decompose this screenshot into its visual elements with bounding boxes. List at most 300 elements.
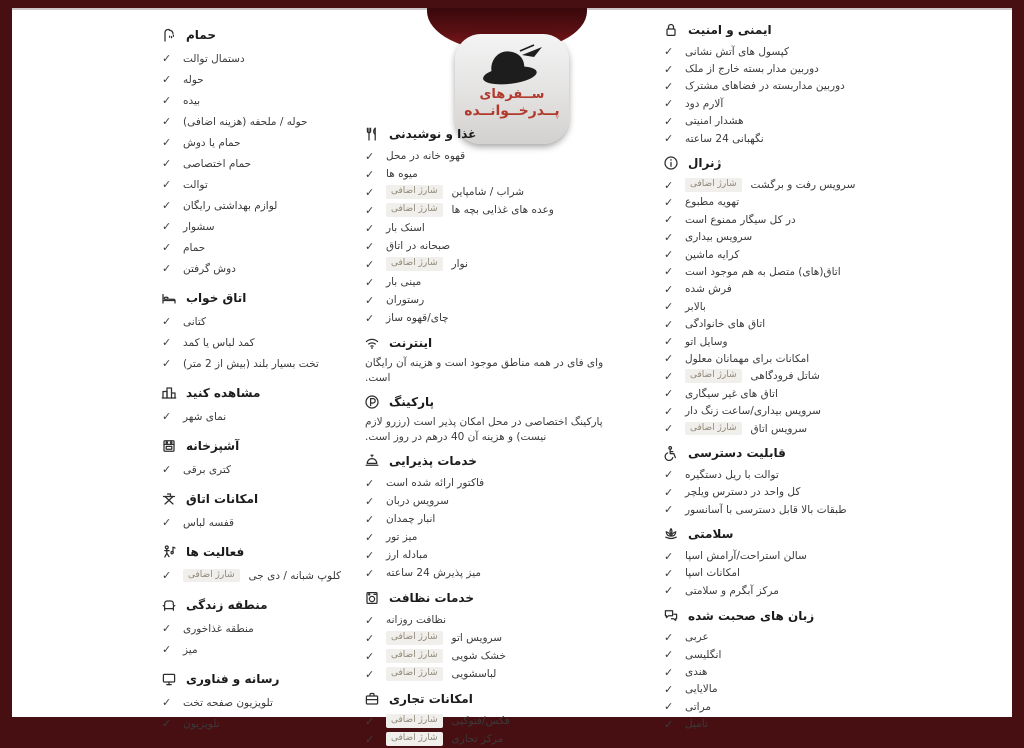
section-nightlife	[160, 542, 372, 586]
facility-label: سرویس بیداری/ساعت زنگ دار	[685, 405, 821, 418]
facility-row	[160, 153, 372, 174]
facility-label: لباسشویی	[451, 668, 497, 680]
section-header	[160, 25, 372, 45]
check-icon: ✓	[365, 566, 375, 580]
facility-row	[160, 353, 372, 374]
check-icon: ✓	[365, 613, 375, 627]
facility-row	[662, 402, 892, 419]
check-icon: ✓	[365, 649, 375, 663]
facility-label: سالن استراحت/آرامش اسپا	[685, 550, 807, 563]
facility-row	[662, 350, 892, 367]
facility-label: تامیل	[685, 718, 708, 731]
section-header	[662, 524, 892, 544]
extra-charge-badge: شارژ اضافی	[386, 203, 443, 217]
facility-row	[363, 255, 615, 273]
check-icon: ✓	[365, 494, 375, 508]
section-spa	[662, 524, 892, 599]
facility-label: میز پذیرش 24 ساعته	[386, 567, 482, 579]
facility-row	[662, 78, 892, 95]
check-icon: ✓	[664, 485, 674, 499]
facility-row	[363, 611, 615, 629]
facility-row	[160, 459, 372, 480]
sofa-icon	[160, 596, 178, 614]
facility-row	[363, 647, 615, 665]
check-icon: ✓	[664, 317, 674, 331]
section-sofa	[160, 595, 372, 660]
check-icon: ✓	[365, 311, 375, 325]
wifi-icon	[363, 334, 381, 352]
clothes-rack-icon	[160, 490, 178, 508]
section-title: امکانات تجاری	[389, 692, 473, 706]
facility-label: در کل سیگار ممنوع است	[685, 213, 796, 226]
facility-label: دوش گرفتن	[183, 262, 236, 275]
facility-row	[662, 281, 892, 298]
check-icon: ✓	[162, 220, 172, 233]
nightlife-icon	[160, 543, 178, 561]
facility-label: رستوران	[386, 294, 425, 306]
facility-row	[363, 712, 615, 730]
section-title: اتاق خواب	[186, 291, 247, 305]
facility-row	[662, 130, 892, 147]
facility-label: نگهبانی 24 ساعته	[685, 132, 764, 145]
facility-row	[662, 663, 892, 680]
facility-label: امکانات اسپا	[685, 567, 740, 580]
facility-row	[662, 698, 892, 715]
facility-row	[662, 211, 892, 228]
facility-label: میز	[183, 643, 198, 656]
facility-row	[662, 501, 892, 518]
facility-row	[363, 201, 615, 219]
logo-title	[464, 88, 559, 119]
facility-label: لوازم بهداشتی رایگان	[183, 199, 278, 212]
section-header	[662, 20, 892, 40]
facility-label: وسایل اتو	[685, 335, 728, 348]
facility-row	[160, 111, 372, 132]
tv-icon	[160, 670, 178, 688]
check-icon: ✓	[664, 230, 674, 244]
facility-label: صبحانه در اتاق	[386, 240, 451, 252]
facility-row	[160, 195, 372, 216]
check-icon: ✓	[664, 300, 674, 314]
facility-label: هشدار امنیتی	[685, 115, 744, 128]
facility-row	[662, 298, 892, 315]
section-header	[160, 383, 372, 403]
briefcase-icon	[363, 690, 381, 708]
facility-label: تهویه مطبوع	[685, 196, 740, 209]
check-icon: ✓	[365, 714, 375, 728]
spa-icon	[662, 525, 680, 543]
check-icon: ✓	[162, 262, 172, 275]
section-header	[363, 689, 615, 709]
facility-row	[160, 237, 372, 258]
extra-charge-badge: شارژ اضافی	[183, 569, 240, 583]
facility-row	[160, 406, 372, 427]
check-icon: ✓	[664, 584, 674, 598]
check-icon: ✓	[664, 45, 674, 59]
facility-row	[160, 311, 372, 332]
facility-row	[363, 564, 615, 582]
facility-label: اسنک بار	[386, 222, 425, 234]
check-icon: ✓	[664, 630, 674, 644]
facility-row	[363, 629, 615, 647]
facility-label: کتری برقی	[183, 463, 232, 476]
check-icon: ✓	[162, 178, 172, 191]
facility-row	[662, 646, 892, 663]
facility-label: اتاق(های) متصل به هم موجود است	[685, 265, 841, 278]
city-view-icon	[160, 384, 178, 402]
check-icon: ✓	[162, 115, 172, 128]
facility-row	[662, 681, 892, 698]
check-icon: ✓	[162, 717, 172, 730]
section-header	[363, 124, 615, 144]
facility-label: مالایایی	[685, 683, 718, 696]
check-icon: ✓	[664, 566, 674, 580]
facility-row	[363, 309, 615, 327]
section-parking	[363, 392, 615, 445]
section-header	[160, 489, 372, 509]
facility-row	[363, 291, 615, 309]
facility-label: خشک شویی	[451, 650, 507, 662]
section-header	[363, 333, 615, 353]
section-wheelchair	[662, 443, 892, 518]
section-title: حمام	[186, 28, 216, 42]
fork-knife-icon	[363, 125, 381, 143]
check-icon: ✓	[365, 667, 375, 681]
check-icon: ✓	[664, 132, 674, 146]
facility-label: کتانی	[183, 315, 207, 328]
page-frame	[12, 8, 1012, 746]
section-title: ایمنی و امنیت	[688, 23, 772, 37]
facility-row	[662, 333, 892, 350]
check-icon: ✓	[162, 622, 172, 635]
section-header	[363, 392, 615, 412]
check-icon: ✓	[664, 213, 674, 227]
check-icon: ✓	[162, 315, 172, 328]
check-icon: ✓	[664, 265, 674, 279]
facility-label: حمام	[183, 241, 206, 254]
facility-label: امکانات برای مهمانان معلول	[685, 352, 810, 365]
check-icon: ✓	[365, 149, 375, 163]
shower-icon	[160, 26, 178, 44]
facility-row	[662, 60, 892, 77]
check-icon: ✓	[365, 548, 375, 562]
check-icon: ✓	[664, 369, 674, 383]
logo-title-line1: ســفرهای	[479, 87, 545, 102]
facility-label: سرویس دربان	[386, 495, 449, 507]
section-city-view	[160, 383, 372, 427]
check-icon: ✓	[664, 468, 674, 482]
facility-row	[662, 629, 892, 646]
facility-label: کپسول های آتش نشانی	[685, 45, 789, 58]
facility-row	[662, 246, 892, 263]
check-icon: ✓	[365, 239, 375, 253]
facility-row	[363, 147, 615, 165]
check-icon: ✓	[162, 463, 172, 476]
facility-label: چای/قهوه ساز	[386, 312, 449, 324]
info-icon	[662, 154, 680, 172]
section-title: منطقه زندگی	[186, 598, 268, 612]
washing-machine-icon	[363, 589, 381, 607]
check-icon: ✓	[664, 682, 674, 696]
facility-row	[662, 315, 892, 332]
section-note: پارکینگ اختصاصی در محل امکان پذیر است (رزرو لازم نیست) و هزینه آن 40 درهم در روز است.	[365, 416, 603, 443]
facility-label: طبقات بالا قابل دسترسی با آسانسور	[685, 503, 847, 516]
section-header	[160, 669, 372, 689]
facility-row	[662, 385, 892, 402]
check-icon: ✓	[162, 516, 172, 529]
facility-row	[363, 730, 615, 748]
facilities-column-right	[662, 14, 892, 733]
wheelchair-icon	[662, 444, 680, 462]
logo-title-line2: پــدرخــوانــده	[464, 102, 560, 119]
facility-row	[662, 194, 892, 211]
check-icon: ✓	[162, 696, 172, 709]
facility-label: بیده	[183, 94, 201, 107]
parking-icon	[363, 393, 381, 411]
section-header	[160, 436, 372, 456]
facility-row	[363, 474, 615, 492]
facility-label: حمام اختصاصی	[183, 157, 252, 170]
section-title: خدمات پذیرایی	[389, 454, 477, 468]
facility-label: انگلیسی	[685, 648, 722, 661]
section-kitchen	[160, 436, 372, 480]
facility-label: نوار	[451, 258, 468, 270]
facility-label: نظافت روزانه	[386, 614, 447, 626]
facilities-column-left	[160, 16, 372, 734]
check-icon: ✓	[365, 185, 375, 199]
facility-row	[662, 582, 892, 599]
facility-label: میوه ها	[386, 168, 418, 180]
check-icon: ✓	[162, 157, 172, 170]
check-icon: ✓	[664, 97, 674, 111]
check-icon: ✓	[664, 62, 674, 76]
facility-label: دوربین مداربسته در فضاهای مشترک	[685, 80, 845, 93]
facility-row	[662, 263, 892, 280]
facility-row	[662, 565, 892, 582]
section-header	[662, 606, 892, 626]
section-shower	[160, 25, 372, 279]
check-icon: ✓	[365, 293, 375, 307]
check-icon: ✓	[162, 136, 172, 149]
facility-label: کمد لباس یا کمد	[183, 336, 255, 349]
facility-label: مراتی	[685, 700, 712, 713]
check-icon: ✓	[162, 643, 172, 656]
facility-label: مرکز تجاری	[451, 733, 504, 745]
check-icon: ✓	[664, 404, 674, 418]
facility-label: میز تور	[386, 531, 418, 543]
check-icon: ✓	[664, 503, 674, 517]
check-icon: ✓	[162, 241, 172, 254]
facility-label: قفسه لباس	[183, 516, 235, 529]
facility-label: سرویس اتاق	[750, 422, 808, 435]
facility-row	[160, 565, 372, 586]
facility-row	[363, 665, 615, 683]
facility-label: مینی بار	[386, 276, 422, 288]
facility-row	[363, 546, 615, 564]
section-title: غذا و نوشیدنی	[389, 127, 477, 141]
facility-row	[363, 273, 615, 291]
facility-label: حوله / ملحفه (هزینه اضافی)	[183, 115, 308, 128]
section-header	[363, 588, 615, 608]
facility-label: کرایه ماشین	[685, 248, 740, 261]
check-icon: ✓	[162, 569, 172, 582]
section-header	[160, 595, 372, 615]
extra-charge-badge: شارژ اضافی	[386, 185, 443, 199]
section-header	[160, 288, 372, 308]
kitchen-icon	[160, 437, 178, 455]
facility-label: اتاق های غیر سیگاری	[685, 387, 778, 400]
facility-row	[160, 618, 372, 639]
facility-label: مرکز آبگرم و سلامتی	[685, 584, 779, 597]
facility-row	[363, 219, 615, 237]
facilities-column-middle	[363, 118, 615, 748]
check-icon: ✓	[664, 248, 674, 262]
section-header	[160, 542, 372, 562]
section-title: خدمات نظافت	[389, 591, 475, 605]
check-icon: ✓	[664, 114, 674, 128]
check-icon: ✓	[365, 512, 375, 526]
check-icon: ✓	[664, 387, 674, 401]
section-title: رسانه و فناوری	[186, 672, 280, 686]
extra-charge-badge: شارژ اضافی	[386, 667, 443, 681]
check-icon: ✓	[162, 73, 172, 86]
section-briefcase	[363, 689, 615, 748]
fedora-hat-plane-icon	[476, 42, 548, 88]
extra-charge-badge: شارژ اضافی	[685, 369, 742, 383]
section-title: آشپزخانه	[186, 439, 240, 453]
section-header	[363, 451, 615, 471]
section-padlock	[662, 20, 892, 147]
extra-charge-badge: شارژ اضافی	[386, 631, 443, 645]
facility-row	[363, 237, 615, 255]
check-icon: ✓	[162, 357, 172, 370]
facility-row	[662, 466, 892, 483]
facility-row	[160, 90, 372, 111]
facility-row	[662, 176, 892, 193]
check-icon: ✓	[664, 700, 674, 714]
facility-row	[160, 258, 372, 279]
check-icon: ✓	[162, 410, 172, 423]
facility-label: فکس/فتوکپی	[451, 715, 510, 727]
facility-row	[662, 113, 892, 130]
facility-label: نمای شهر	[183, 410, 227, 423]
section-title: ژنرال	[688, 156, 722, 171]
check-icon: ✓	[365, 530, 375, 544]
facility-row	[662, 95, 892, 112]
bell-icon	[363, 452, 381, 470]
section-title: قابلیت دسترسی	[688, 446, 786, 461]
section-title: مشاهده کنید	[186, 386, 261, 400]
facility-label: کل واحد در دسترس ویلچر	[685, 486, 801, 499]
facility-label: شراب / شامپاین	[451, 186, 525, 198]
facility-row	[363, 510, 615, 528]
facility-label: دوربین مدار بسته خارج از ملک	[685, 63, 819, 76]
check-icon: ✓	[664, 79, 674, 93]
check-icon: ✓	[365, 167, 375, 181]
facility-row	[160, 332, 372, 353]
check-icon: ✓	[365, 203, 375, 217]
facility-row	[363, 528, 615, 546]
facility-label: سشوار	[183, 220, 215, 233]
extra-charge-badge: شارژ اضافی	[386, 732, 443, 746]
check-icon: ✓	[664, 648, 674, 662]
facility-row	[662, 484, 892, 501]
facility-row	[363, 492, 615, 510]
facility-label: تخت بسیار بلند (بیش از 2 متر)	[183, 357, 319, 370]
check-icon: ✓	[664, 282, 674, 296]
section-title: امکانات اتاق	[186, 492, 259, 506]
facility-label: قهوه خانه در محل	[386, 150, 466, 162]
facility-row	[363, 165, 615, 183]
facility-label: هندی	[685, 666, 708, 679]
facility-row	[160, 132, 372, 153]
facility-label: سرویس رفت و برگشت	[750, 179, 856, 192]
check-icon: ✓	[365, 257, 375, 271]
check-icon: ✓	[162, 52, 172, 65]
facility-row	[662, 43, 892, 60]
facility-label: وعده های غذایی بچه ها	[451, 204, 554, 216]
facility-label: تلویزیون	[183, 717, 220, 730]
facility-label: کلوپ شبانه / دی جی	[248, 569, 342, 582]
section-fork-knife	[363, 124, 615, 327]
facility-row	[662, 716, 892, 733]
section-tv	[160, 669, 372, 734]
facility-label: فرش شده	[685, 283, 732, 296]
check-icon: ✓	[664, 549, 674, 563]
bed-icon	[160, 289, 178, 307]
section-header	[662, 443, 892, 463]
check-icon: ✓	[664, 178, 674, 192]
section-wifi	[363, 333, 615, 386]
facility-label: منطقه غذاخوری	[183, 622, 254, 635]
facility-row	[160, 512, 372, 533]
speech-bubbles-icon	[662, 607, 680, 625]
check-icon: ✓	[365, 732, 375, 746]
facility-row	[662, 368, 892, 385]
check-icon: ✓	[162, 94, 172, 107]
section-title: زبان های صحبت شده	[688, 608, 815, 623]
extra-charge-badge: شارژ اضافی	[685, 422, 742, 436]
section-clothes-rack	[160, 489, 372, 533]
section-title: اینترنت	[389, 336, 433, 350]
check-icon: ✓	[664, 335, 674, 349]
check-icon: ✓	[664, 352, 674, 366]
facility-row	[160, 48, 372, 69]
section-bell	[363, 451, 615, 582]
section-info	[662, 153, 892, 437]
extra-charge-badge: شارژ اضافی	[386, 257, 443, 271]
facility-label: حوله	[183, 73, 204, 86]
padlock-icon	[662, 21, 680, 39]
check-icon: ✓	[664, 717, 674, 731]
check-icon: ✓	[664, 195, 674, 209]
check-icon: ✓	[664, 422, 674, 435]
facility-label: تلویزیون صفحه تخت	[183, 696, 273, 709]
facility-label: توالت با ریل دستگیره	[685, 468, 779, 481]
extra-charge-badge: شارژ اضافی	[386, 649, 443, 663]
section-washing-machine	[363, 588, 615, 683]
check-icon: ✓	[162, 199, 172, 212]
facility-row	[662, 420, 892, 437]
check-icon: ✓	[664, 665, 674, 679]
facility-label: فاکتور ارائه شده است	[386, 477, 485, 489]
facility-row	[662, 547, 892, 564]
section-header	[662, 153, 892, 173]
facility-label: انبار چمدان	[386, 513, 436, 525]
section-title: پارکینگ	[389, 395, 434, 409]
extra-charge-badge: شارژ اضافی	[386, 714, 443, 728]
facility-row	[160, 216, 372, 237]
